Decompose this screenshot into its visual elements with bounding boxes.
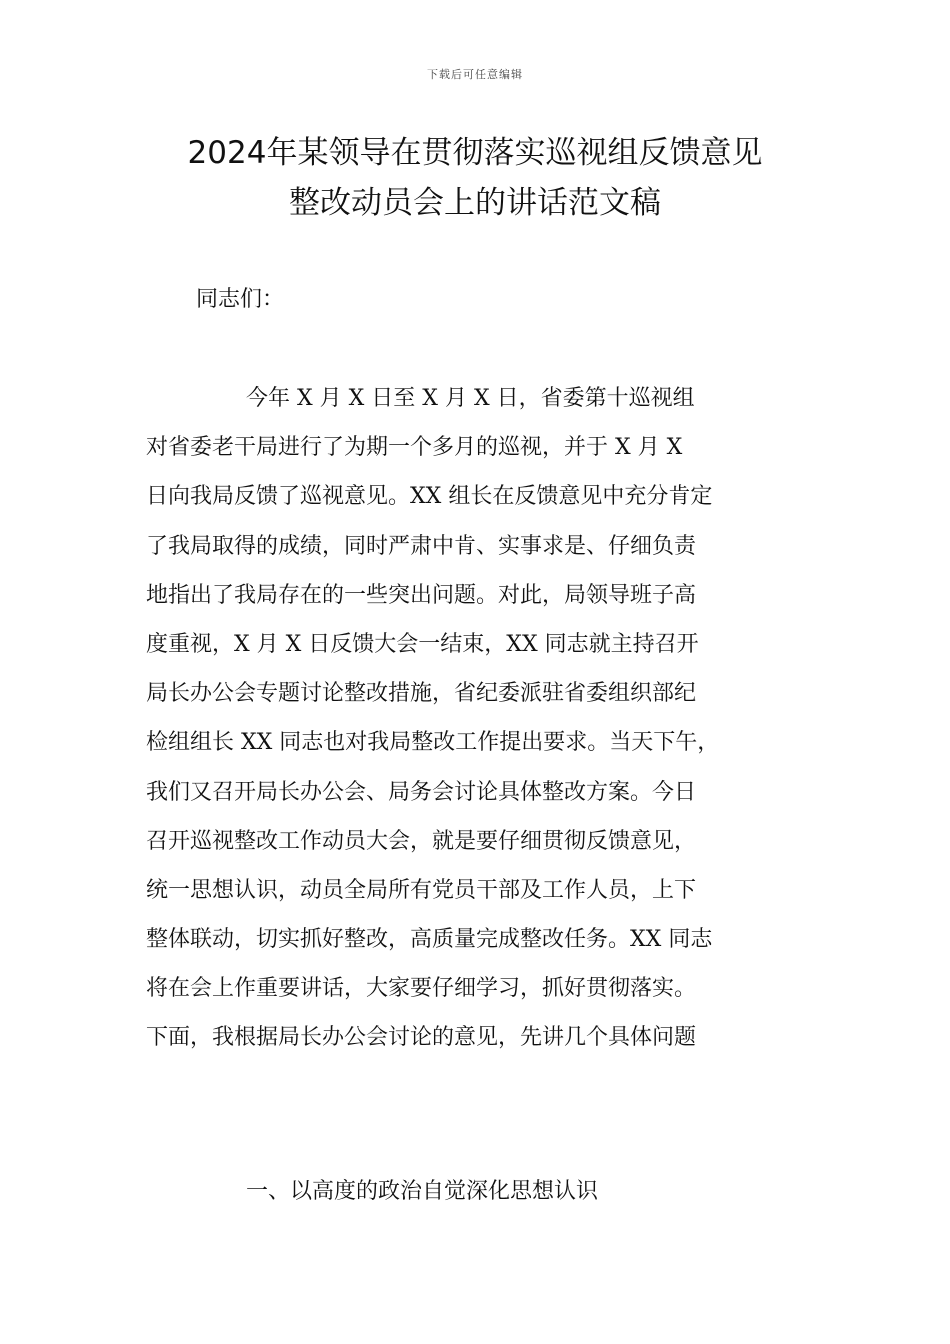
paragraph-line: 日向我局反馈了巡视意见。XX 组长在反馈意见中充分肯定: [146, 484, 713, 510]
paragraph-line: 将在会上作重要讲话，大家要仔细学习，抓好贯彻落实。: [146, 976, 697, 1002]
document-title-line-2: 整改动员会上的讲话范文稿: [289, 185, 661, 221]
paragraph-line: 今年 X 月 X 日至 X 月 X 日，省委第十巡视组: [246, 386, 695, 411]
paragraph-line: 度重视，X 月 X 日反馈大会一结束，XX 同志就主持召开: [146, 631, 699, 657]
body-paragraph: [146, 374, 846, 1063]
paragraph-line: 我们又召开局长办公会、局务会讨论具体整改方案。今日: [146, 779, 697, 805]
document-title-line-1: 2024年某领导在贯彻落实巡视组反馈意见: [187, 135, 763, 171]
document-title: [100, 128, 850, 228]
salutation: 同志们：: [196, 287, 285, 312]
paragraph-line: 统一思想认识，动员全局所有党员干部及工作人员，上下: [146, 877, 697, 903]
section-heading: 一、以高度的政治自觉深化思想认识: [246, 1179, 599, 1204]
paragraph-line: 局长办公会专题讨论整改措施，省纪委派驻省委组织部纪: [146, 681, 697, 707]
header-note: 下载后可任意编辑: [427, 68, 523, 81]
paragraph-line: 召开巡视整改工作动员大会，就是要仔细贯彻反馈意见，: [146, 828, 697, 854]
paragraph-line: 下面，我根据局长办公会讨论的意见，先讲几个具体问题: [146, 1025, 697, 1051]
paragraph-line: 检组组长 XX 同志也对我局整改工作提出要求。当天下午，: [146, 730, 720, 756]
paragraph-line: 地指出了我局存在的一些突出问题。对此，局领导班子高: [146, 582, 697, 608]
paragraph-line: 了我局取得的成绩，同时严肃中肯、实事求是、仔细负责: [146, 533, 697, 559]
paragraph-line: 对省委老干局进行了为期一个多月的巡视，并于 X 月 X: [146, 435, 683, 461]
paragraph-line: 整体联动，切实抓好整改，高质量完成整改任务。XX 同志: [146, 927, 713, 953]
